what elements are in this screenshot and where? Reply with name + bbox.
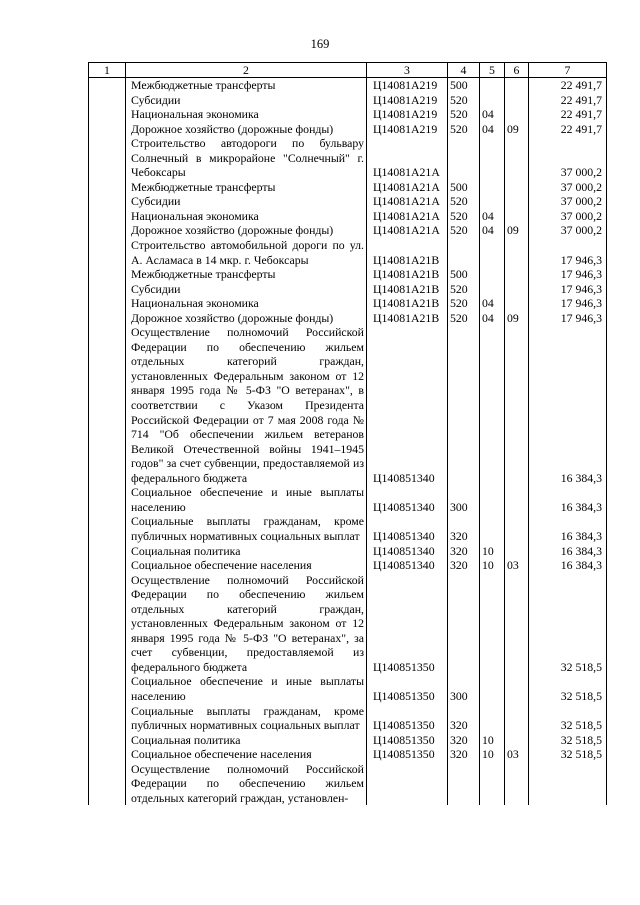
table-row	[89, 704, 607, 733]
cell-section: 10	[480, 733, 505, 748]
cell-name: Социальное обеспечение и иные выплаты населению	[126, 674, 367, 703]
cell-name: Субсидии	[126, 282, 367, 297]
cell-subsection	[505, 180, 529, 195]
cell-name: Осуществление полномочий Российской Федерации по обеспечению жильем отдельных категорий граждан, установленных Федеральным законом от 12 января 1995 года № 5-ФЗ "О ветеранах", за счет субвенции, предоставляемой из федерального бюджета	[126, 573, 367, 675]
cell-name: Социальная политика	[126, 733, 367, 748]
cell-expense-type: 520	[448, 107, 480, 122]
table-row	[89, 223, 607, 238]
cell-target-code: Ц140851350	[367, 733, 448, 748]
cell-amount: 32 518,5	[529, 704, 607, 733]
cell-name: Субсидии	[126, 194, 367, 209]
cell-expense-type	[448, 238, 480, 267]
cell-name: Национальная экономика	[126, 296, 367, 311]
cell-section: 04	[480, 122, 505, 137]
cell-amount	[529, 762, 607, 806]
cell-section	[480, 282, 505, 297]
cell-amount: 22 491,7	[529, 122, 607, 137]
cell-subsection	[505, 296, 529, 311]
cell-amount: 32 518,5	[529, 733, 607, 748]
cell-index	[89, 107, 126, 122]
cell-subsection	[505, 78, 529, 93]
cell-index	[89, 747, 126, 762]
table-row	[89, 78, 607, 93]
cell-index	[89, 194, 126, 209]
cell-section	[480, 762, 505, 806]
table-row	[89, 733, 607, 748]
cell-target-code: Ц14081А21В	[367, 238, 448, 267]
cell-section: 04	[480, 223, 505, 238]
cell-subsection	[505, 267, 529, 282]
cell-target-code: Ц140851340	[367, 485, 448, 514]
cell-index	[89, 238, 126, 267]
cell-expense-type: 320	[448, 733, 480, 748]
cell-amount: 37 000,2	[529, 209, 607, 224]
cell-index	[89, 558, 126, 573]
cell-amount: 32 518,5	[529, 747, 607, 762]
page-number: 169	[310, 37, 330, 51]
cell-index	[89, 674, 126, 703]
table-row	[89, 194, 607, 209]
table-row	[89, 544, 607, 559]
table-row	[89, 558, 607, 573]
cell-amount: 16 384,3	[529, 485, 607, 514]
cell-index	[89, 180, 126, 195]
cell-index	[89, 325, 126, 485]
cell-index	[89, 122, 126, 137]
cell-name: Социальное обеспечение населения	[126, 747, 367, 762]
cell-name: Социальные выплаты гражданам, кроме публичных нормативных социальных выплат	[126, 704, 367, 733]
cell-expense-type: 520	[448, 223, 480, 238]
cell-expense-type: 520	[448, 122, 480, 137]
cell-expense-type: 300	[448, 485, 480, 514]
cell-target-code: Ц140851350	[367, 573, 448, 675]
cell-amount: 16 384,3	[529, 558, 607, 573]
cell-expense-type: 320	[448, 558, 480, 573]
cell-amount: 22 491,7	[529, 93, 607, 108]
cell-expense-type: 500	[448, 180, 480, 195]
table-row	[89, 107, 607, 122]
cell-section	[480, 194, 505, 209]
cell-index	[89, 223, 126, 238]
table-row	[89, 325, 607, 485]
cell-subsection	[505, 485, 529, 514]
cell-subsection	[505, 674, 529, 703]
cell-name: Национальная экономика	[126, 107, 367, 122]
table-row	[89, 674, 607, 703]
cell-name: Межбюджетные трансферты	[126, 180, 367, 195]
cell-target-code: Ц14081А21В	[367, 311, 448, 326]
cell-subsection: 09	[505, 122, 529, 137]
cell-subsection	[505, 209, 529, 224]
table-row	[89, 282, 607, 297]
cell-subsection: 03	[505, 747, 529, 762]
header-col-2: 2	[126, 63, 367, 78]
cell-index	[89, 311, 126, 326]
cell-expense-type: 500	[448, 78, 480, 93]
cell-amount: 17 946,3	[529, 282, 607, 297]
cell-expense-type: 320	[448, 514, 480, 543]
cell-subsection	[505, 282, 529, 297]
cell-section: 04	[480, 311, 505, 326]
cell-name: Межбюджетные трансферты	[126, 78, 367, 93]
cell-section	[480, 93, 505, 108]
cell-amount: 37 000,2	[529, 136, 607, 180]
cell-subsection	[505, 762, 529, 806]
cell-section: 04	[480, 296, 505, 311]
cell-amount: 22 491,7	[529, 78, 607, 93]
cell-expense-type: 520	[448, 311, 480, 326]
cell-subsection: 09	[505, 223, 529, 238]
cell-target-code: Ц140851350	[367, 704, 448, 733]
cell-section	[480, 267, 505, 282]
table-row	[89, 93, 607, 108]
cell-subsection	[505, 733, 529, 748]
budget-table	[88, 62, 607, 805]
table-body	[89, 78, 607, 806]
table-row	[89, 762, 607, 806]
cell-name: Строительство автодороги по бульвару Солнечный в микрорайоне "Солнечный" г. Чебоксары	[126, 136, 367, 180]
cell-index	[89, 762, 126, 806]
cell-target-code	[367, 762, 448, 806]
table-row	[89, 485, 607, 514]
cell-name: Социальное обеспечение населения	[126, 558, 367, 573]
cell-section	[480, 674, 505, 703]
header-row	[89, 63, 607, 78]
cell-target-code: Ц140851340	[367, 558, 448, 573]
cell-amount: 37 000,2	[529, 180, 607, 195]
cell-amount: 32 518,5	[529, 674, 607, 703]
cell-target-code: Ц140851340	[367, 325, 448, 485]
cell-index	[89, 267, 126, 282]
cell-name: Межбюджетные трансферты	[126, 267, 367, 282]
cell-index	[89, 544, 126, 559]
cell-section: 10	[480, 558, 505, 573]
cell-amount: 17 946,3	[529, 311, 607, 326]
cell-index	[89, 704, 126, 733]
cell-amount: 37 000,2	[529, 223, 607, 238]
cell-amount: 16 384,3	[529, 514, 607, 543]
cell-section	[480, 514, 505, 543]
cell-name: Строительство автомобильной дороги по ул. А. Асламаса в 14 мкр. г. Чебоксары	[126, 238, 367, 267]
cell-subsection	[505, 704, 529, 733]
cell-section	[480, 704, 505, 733]
table-row	[89, 747, 607, 762]
cell-section	[480, 78, 505, 93]
cell-name: Социальные выплаты гражданам, кроме публичных нормативных социальных выплат	[126, 514, 367, 543]
cell-target-code: Ц140851350	[367, 747, 448, 762]
cell-subsection: 03	[505, 558, 529, 573]
cell-subsection	[505, 238, 529, 267]
cell-section: 10	[480, 747, 505, 762]
cell-name: Дорожное хозяйство (дорожные фонды)	[126, 223, 367, 238]
cell-amount: 17 946,3	[529, 296, 607, 311]
cell-index	[89, 78, 126, 93]
table-row	[89, 514, 607, 543]
cell-index	[89, 733, 126, 748]
cell-amount: 37 000,2	[529, 194, 607, 209]
cell-subsection: 09	[505, 311, 529, 326]
cell-expense-type: 320	[448, 747, 480, 762]
cell-subsection	[505, 136, 529, 180]
cell-subsection	[505, 514, 529, 543]
cell-expense-type	[448, 762, 480, 806]
header-col-5: 5	[480, 63, 505, 78]
cell-amount: 17 946,3	[529, 267, 607, 282]
cell-expense-type: 320	[448, 544, 480, 559]
cell-section	[480, 180, 505, 195]
cell-expense-type: 520	[448, 282, 480, 297]
header-col-1: 1	[89, 63, 126, 78]
table-row	[89, 238, 607, 267]
cell-amount: 16 384,3	[529, 544, 607, 559]
header-col-6: 6	[505, 63, 529, 78]
cell-expense-type: 500	[448, 267, 480, 282]
cell-subsection	[505, 107, 529, 122]
header-col-3: 3	[367, 63, 448, 78]
cell-section	[480, 325, 505, 485]
cell-section: 04	[480, 107, 505, 122]
cell-name: Социальное обеспечение и иные выплаты населению	[126, 485, 367, 514]
cell-amount: 16 384,3	[529, 325, 607, 485]
header-col-7: 7	[529, 63, 607, 78]
table-row	[89, 180, 607, 195]
cell-index	[89, 282, 126, 297]
cell-name: Дорожное хозяйство (дорожные фонды)	[126, 311, 367, 326]
cell-target-code: Ц14081А21В	[367, 267, 448, 282]
cell-name: Осуществление полномочий Российской Федерации по обеспечению жильем отдельных категорий граждан, установленных Федеральным законом от 12 января 1995 года № 5-ФЗ "О ветеранах", в соответствии с Указом Президента Российской Федерации от 7 мая 2008 года № 714 "Об обеспечении жильем ветеранов Великой Отечественной войны 1941–1945 годов" за счет субвенции, предоставляемой из федерального бюджета	[126, 325, 367, 485]
cell-expense-type: 520	[448, 296, 480, 311]
table-row	[89, 573, 607, 675]
cell-expense-type	[448, 136, 480, 180]
cell-target-code: Ц14081А21А	[367, 180, 448, 195]
cell-target-code: Ц14081А219	[367, 107, 448, 122]
cell-subsection	[505, 573, 529, 675]
cell-target-code: Ц140851350	[367, 674, 448, 703]
cell-expense-type	[448, 573, 480, 675]
header-col-4: 4	[448, 63, 480, 78]
cell-expense-type: 520	[448, 93, 480, 108]
table-row	[89, 296, 607, 311]
table-row	[89, 136, 607, 180]
cell-expense-type: 520	[448, 194, 480, 209]
cell-index	[89, 209, 126, 224]
cell-section	[480, 136, 505, 180]
table-row	[89, 122, 607, 137]
cell-amount: 22 491,7	[529, 107, 607, 122]
cell-section: 04	[480, 209, 505, 224]
cell-target-code: Ц14081А21А	[367, 223, 448, 238]
cell-index	[89, 93, 126, 108]
cell-target-code: Ц14081А21А	[367, 136, 448, 180]
cell-target-code: Ц14081А219	[367, 122, 448, 137]
cell-subsection	[505, 544, 529, 559]
cell-amount: 17 946,3	[529, 238, 607, 267]
cell-target-code: Ц14081А219	[367, 78, 448, 93]
cell-subsection	[505, 93, 529, 108]
cell-index	[89, 296, 126, 311]
cell-target-code: Ц14081А21В	[367, 282, 448, 297]
cell-name: Национальная экономика	[126, 209, 367, 224]
cell-target-code: Ц14081А21А	[367, 209, 448, 224]
cell-expense-type: 320	[448, 704, 480, 733]
cell-section	[480, 485, 505, 514]
cell-target-code: Ц14081А21А	[367, 194, 448, 209]
cell-index	[89, 485, 126, 514]
cell-target-code: Ц140851340	[367, 514, 448, 543]
cell-expense-type: 520	[448, 209, 480, 224]
cell-index	[89, 573, 126, 675]
cell-section	[480, 573, 505, 675]
cell-amount: 32 518,5	[529, 573, 607, 675]
table-row	[89, 267, 607, 282]
cell-subsection	[505, 194, 529, 209]
cell-subsection	[505, 325, 529, 485]
cell-expense-type	[448, 325, 480, 485]
cell-name: Субсидии	[126, 93, 367, 108]
table-row	[89, 311, 607, 326]
cell-section: 10	[480, 544, 505, 559]
cell-name: Осуществление полномочий Российской Федерации по обеспечению жильем отдельных категорий граждан, установлен-	[126, 762, 367, 806]
cell-target-code: Ц14081А219	[367, 93, 448, 108]
cell-expense-type: 300	[448, 674, 480, 703]
cell-target-code: Ц140851340	[367, 544, 448, 559]
table-row	[89, 209, 607, 224]
cell-target-code: Ц14081А21В	[367, 296, 448, 311]
cell-section	[480, 238, 505, 267]
cell-index	[89, 136, 126, 180]
cell-name: Дорожное хозяйство (дорожные фонды)	[126, 122, 367, 137]
cell-index	[89, 514, 126, 543]
cell-name: Социальная политика	[126, 544, 367, 559]
